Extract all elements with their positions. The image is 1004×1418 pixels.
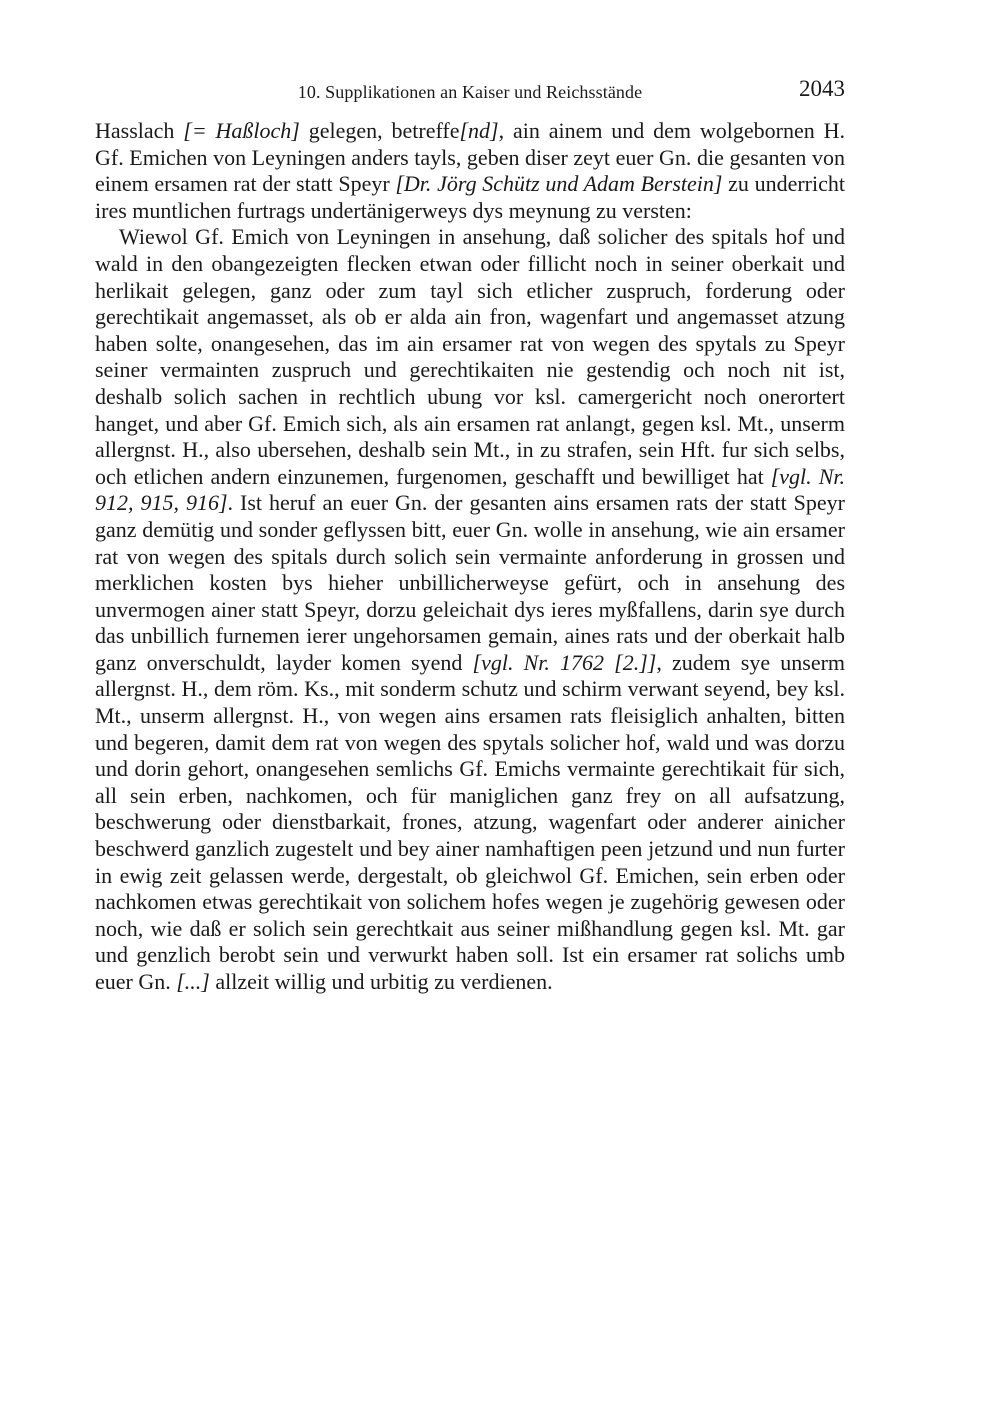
- body-text: [95, 118, 845, 996]
- page-number: 2043: [799, 76, 845, 101]
- text-segment: gelegen, betreffe: [299, 118, 460, 143]
- text-segment: , ain ainem und dem wolgebornen H. Gf. Emichen von Leyningen anders tayls, geben diser zeyt euer Gn. die gesanten von einem ersamen rat der statt Speyr: [95, 118, 845, 197]
- editorial-note: [= Haßloch]: [183, 118, 300, 143]
- paragraph: [95, 118, 845, 224]
- text-segment: , zudem sye unserm allergnst. H., dem röm. Ks., mit sonderm schutz und schirm verwant seyend, bey ksl. Mt., unserm allergnst. H., von wegen ains ersamen rats fleisiglich anhalten, bitten und begeren, damit dem rat von wegen des spytals solicher hof, wald und was dorzu und dorin gehort, onangesehen semlichs Gf. Emichs vermainte gerechtikait für sich, all sein erben, nachkomen, och für maniglichen ganz frey on all aufsatzung, beschwerung oder dienstbarkait, frones, atzung, wagenfart oder anderer ainicher beschwerd ganzlich zugestelt und bey ainer namhaftigen peen jetzund und nun furter in ewig zeit gelassen werde, dergestalt, ob gleichwol Gf. Emichen, sein erben oder nachkomen etwas gerechtikait von solichem hofes wegen je zugehörig gewesen oder noch, wie daß er solich sein gerechtkait aus seiner mißhandlung gegen ksl. Mt. gar und genzlich berobt sein und verwurkt haben soll. Ist ein ersamer rat solichs umb euer Gn.: [95, 649, 846, 994]
- text-segment: . Ist heruf an euer Gn. der gesanten ains ersamen rats der statt Speyr ganz demütig und sonder geflyssen bitt, euer Gn. wolle in ansehung, wie ain ersamer rat von wegen des spitals durch solich sein vermainte anforderung in grossen und merklichen kosten bys hieher unbillicherweyse gefürt, och in ansehung des unvermogen ainer statt Speyr, dorzu geleichait dys ieres myßfallens, darin sye durch das unbillich furnemen ierer ungehorsamen gemain, aines rats und der oberkait halb ganz onverschuldt, layder komen syend: [95, 490, 845, 675]
- paragraph: [95, 224, 845, 995]
- text-segment: Wiewol Gf. Emich von Leyningen in ansehung, daß solicher des spitals hof und wald in den obangezeigten flecken etwan oder fillicht noch in seiner oberkait und herlikait gelegen, ganz oder zum tayl sich etlicher zuspruch, forderung oder gerechtikait angemasset, als ob er alda ain fron, wagenfart und angemasset atzung haben solte, onangesehen, das im ain ersamer rat von wegen des spytals zu Speyr seiner vermainten zuspruch und gerechtikaiten nie gestendig och noch nit ist, deshalb solich sachen in rechtlich ubung vor ksl. camergericht noch onerortert hanget, und aber Gf. Emich sich, als ain ersamen rat anlangt, gegen ksl. Mt., unserm allergnst. H., also ubersehen, deshalb sein Mt., in zu strafen, sein Hft. fur sich selbs, och etlichen andern einzunemen, furgenomen, geschafft und bewilliget hat: [95, 224, 845, 489]
- text-segment: allzeit willig und urbitig zu verdienen.: [209, 969, 553, 994]
- editorial-note: [vgl. Nr. 912, 915, 916]: [95, 463, 845, 516]
- editorial-note: [...]: [176, 969, 210, 994]
- running-head: [95, 76, 845, 110]
- editorial-note: [vgl. Nr. 1762 [2.]]: [472, 649, 657, 675]
- editorial-note: [Dr. Jörg Schütz und Adam Berstein]: [395, 171, 723, 197]
- text-segment: Hasslach: [95, 118, 184, 143]
- section-title: 10. Supplikationen an Kaiser und Reichsstände: [297, 82, 643, 102]
- text-segment: zu underricht ires muntlichen furtrags undertänigerweys dys meynung zu versten:: [95, 171, 845, 223]
- editorial-note: [nd]: [459, 118, 499, 143]
